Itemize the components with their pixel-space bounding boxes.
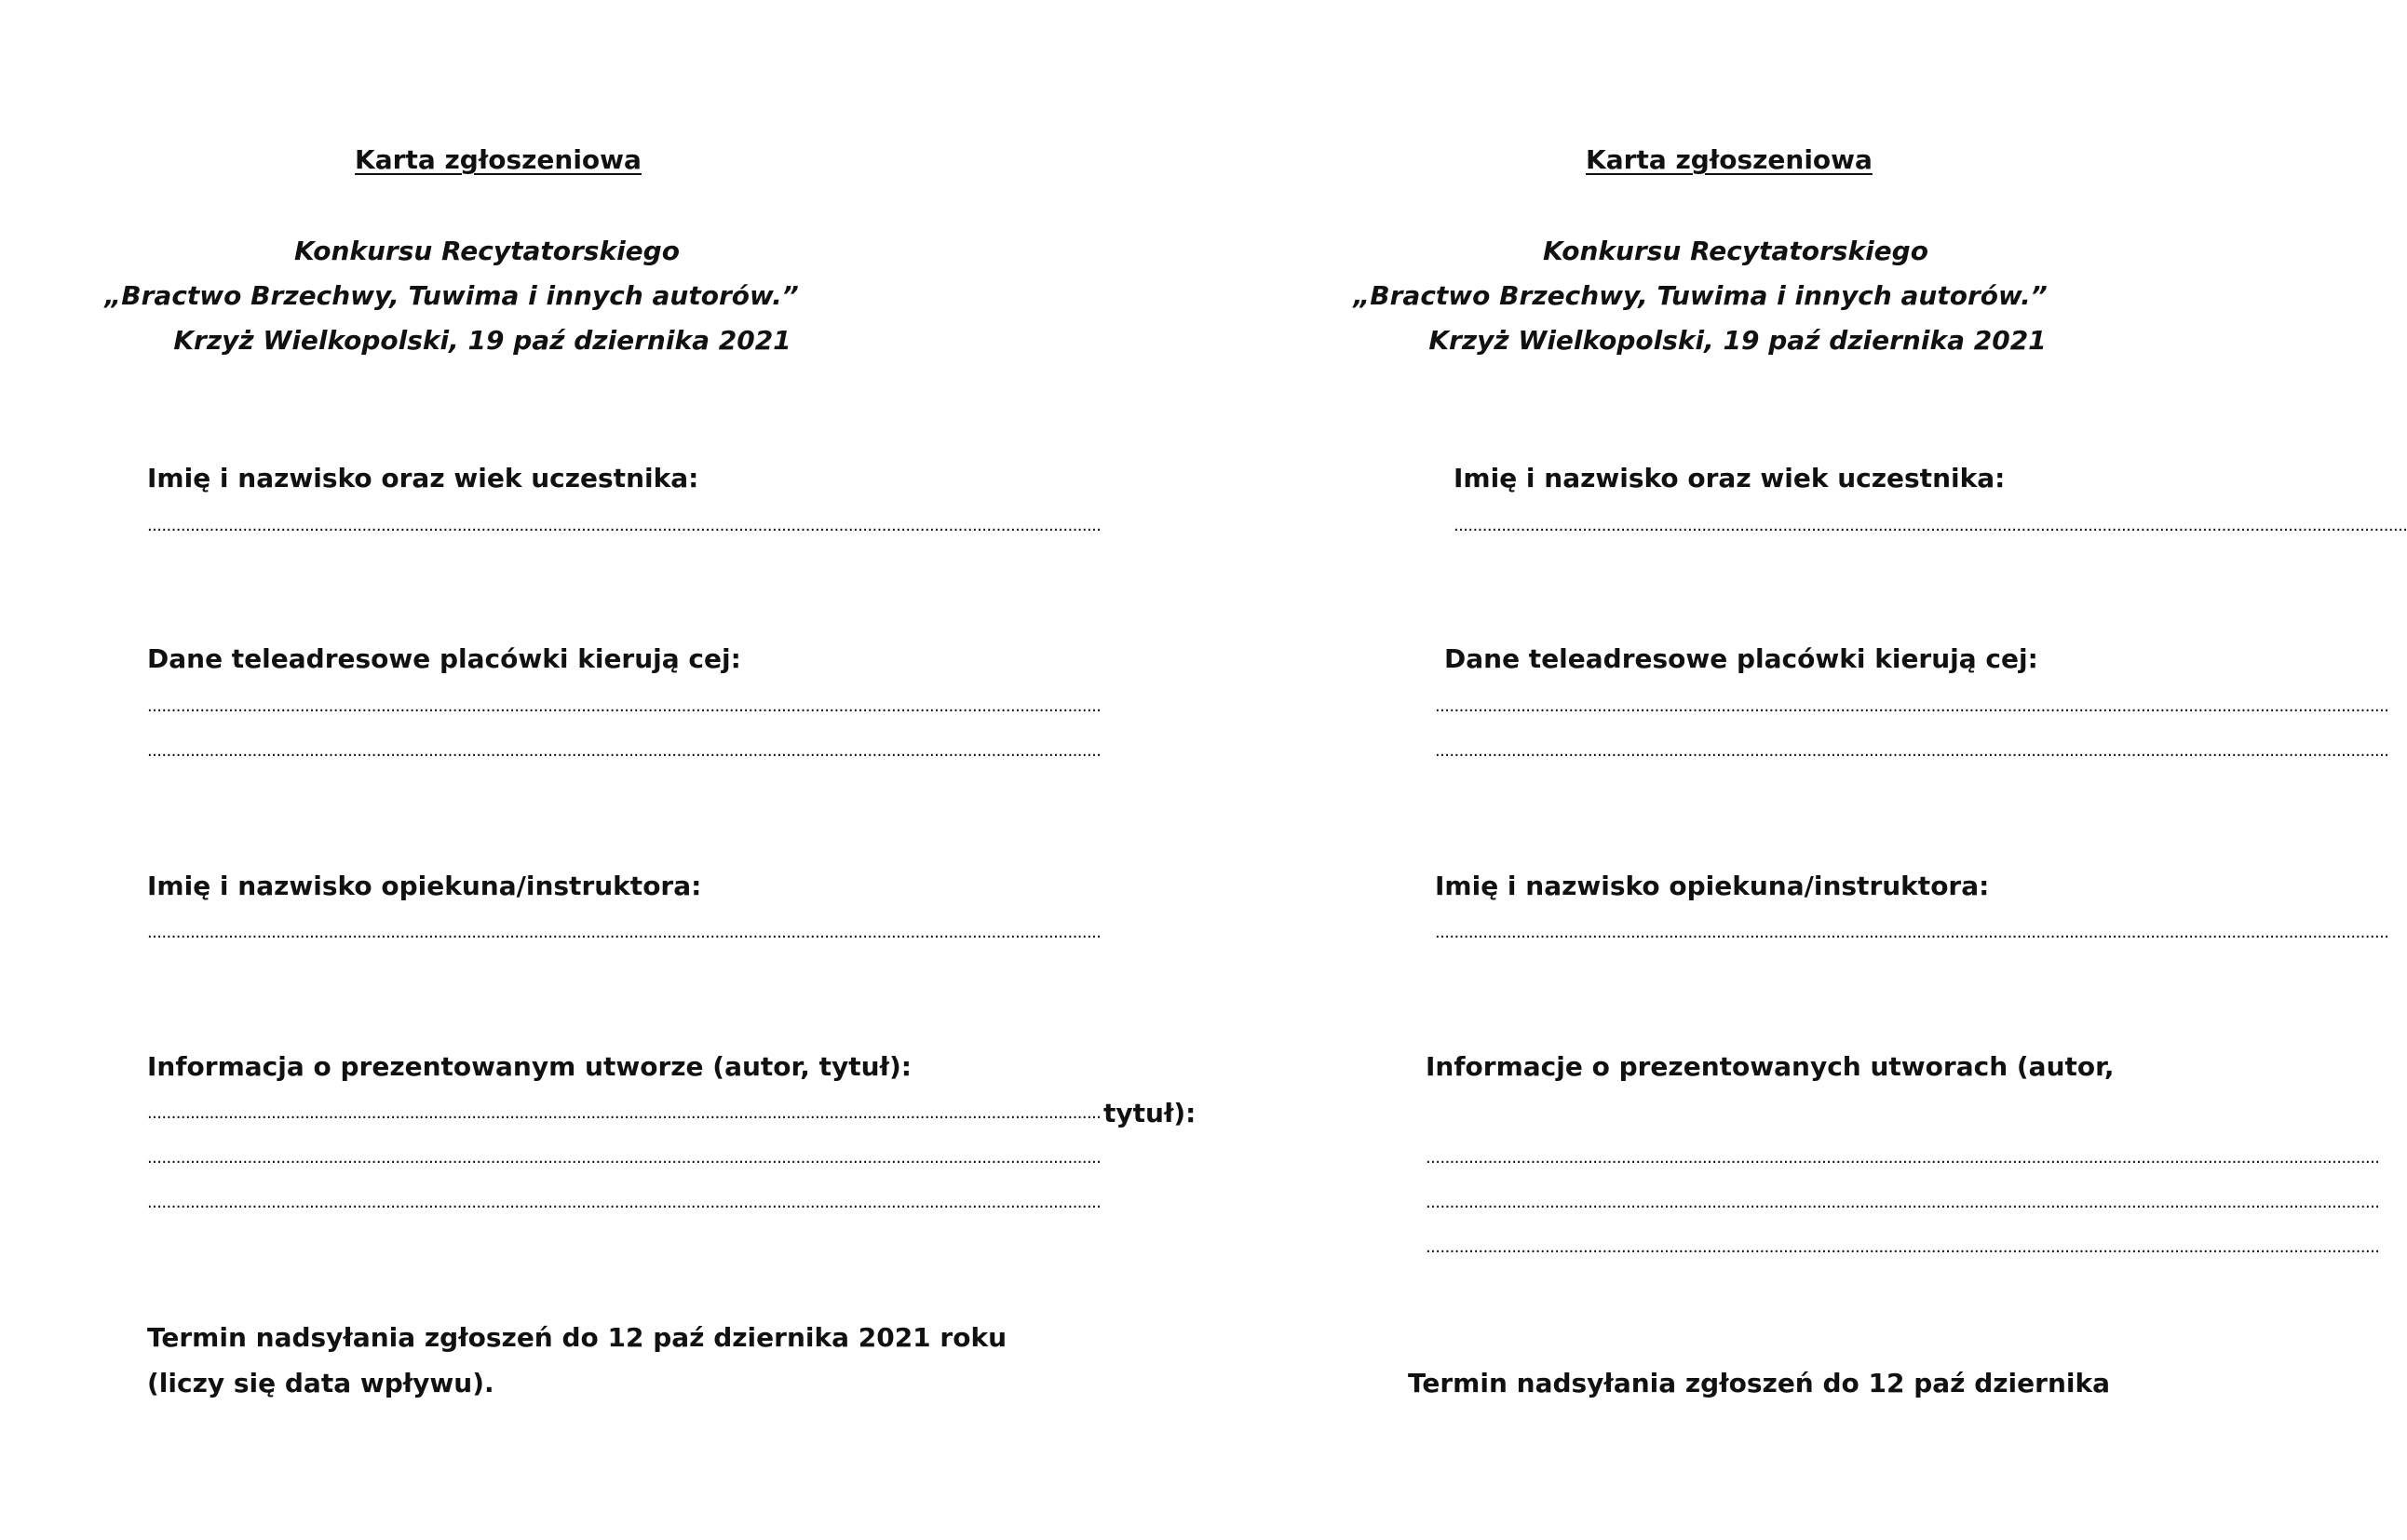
left-deadline: Termin nadsyłania zgłoszeń do 12 paź dziernika 2021 roku [147,1322,1007,1353]
left-field-piece-2[interactable]: ........................................................................................................................................................................................................ [147,1148,1102,1168]
right-field-guardian[interactable]: ........................................................................................................................................................................................................ [1435,923,2389,942]
left-subtitle-name: „Bractwo Brzechwy, Tuwima i innych autorów.” [104,280,799,311]
left-label-participant: Imię i nazwisko oraz wiek uczestnika: [147,463,699,493]
right-label-guardian: Imię i nazwisko opiekuna/instruktora: [1435,871,1990,901]
right-label-institution: Dane teleadresowe placówki kierują cej: [1444,643,2038,674]
right-field-piece-1[interactable]: ........................................................................................................................................................................................................ [1426,1148,2380,1168]
right-subtitle-name: „Bractwo Brzechwy, Tuwima i innych autorów.” [1353,280,2048,311]
left-title: Karta zgłoszeniowa [355,144,642,175]
right-field-institution-1[interactable]: ........................................................................................................................................................................................................ [1435,696,2389,716]
right-field-institution-2[interactable]: ........................................................................................................................................................................................................ [1435,741,2389,761]
left-subtitle-contest: Konkursu Recytatorskiego [294,236,680,266]
right-field-participant[interactable]: ........................................................................................................................................................................................................ [1454,516,2407,535]
right-subtitle-place-date: Krzyż Wielkopolski, 19 paź dziernika 2021 [1428,325,2047,356]
left-field-participant[interactable]: ........................................................................................................................................................................................................ [147,516,1102,535]
right-field-piece-3[interactable]: ........................................................................................................................................................................................................ [1426,1237,2380,1257]
right-label-pieces: Informacje o prezentowanych utworach (autor, [1426,1051,2115,1082]
left-field-institution-2[interactable]: ........................................................................................................................................................................................................ [147,741,1102,761]
right-title: Karta zgłoszeniowa [1586,144,1873,175]
left-field-piece-1[interactable]: ........................................................................................................................................................................................................ [147,1103,1102,1123]
left-label-piece: Informacja o prezentowanym utworze (autor, tytuł): [147,1051,912,1082]
left-label-institution: Dane teleadresowe placówki kierują cej: [147,643,741,674]
right-field-piece-2[interactable]: ........................................................................................................................................................................................................ [1426,1193,2380,1212]
left-field-guardian[interactable]: ........................................................................................................................................................................................................ [147,923,1102,942]
right-label-participant: Imię i nazwisko oraz wiek uczestnika: [1454,463,2006,493]
left-deadline-note: (liczy się data wpływu). [147,1368,494,1398]
left-field-institution-1[interactable]: ........................................................................................................................................................................................................ [147,696,1102,716]
right-label-pieces-wrap: tytuł): [1103,1098,1197,1128]
right-deadline: Termin nadsyłania zgłoszeń do 12 paź dziernika [1408,1368,2110,1398]
right-subtitle-contest: Konkursu Recytatorskiego [1543,236,1928,266]
left-subtitle-place-date: Krzyż Wielkopolski, 19 paź dziernika 2021 [173,325,791,356]
left-label-guardian: Imię i nazwisko opiekuna/instruktora: [147,871,702,901]
left-field-piece-3[interactable]: ........................................................................................................................................................................................................ [147,1193,1102,1212]
